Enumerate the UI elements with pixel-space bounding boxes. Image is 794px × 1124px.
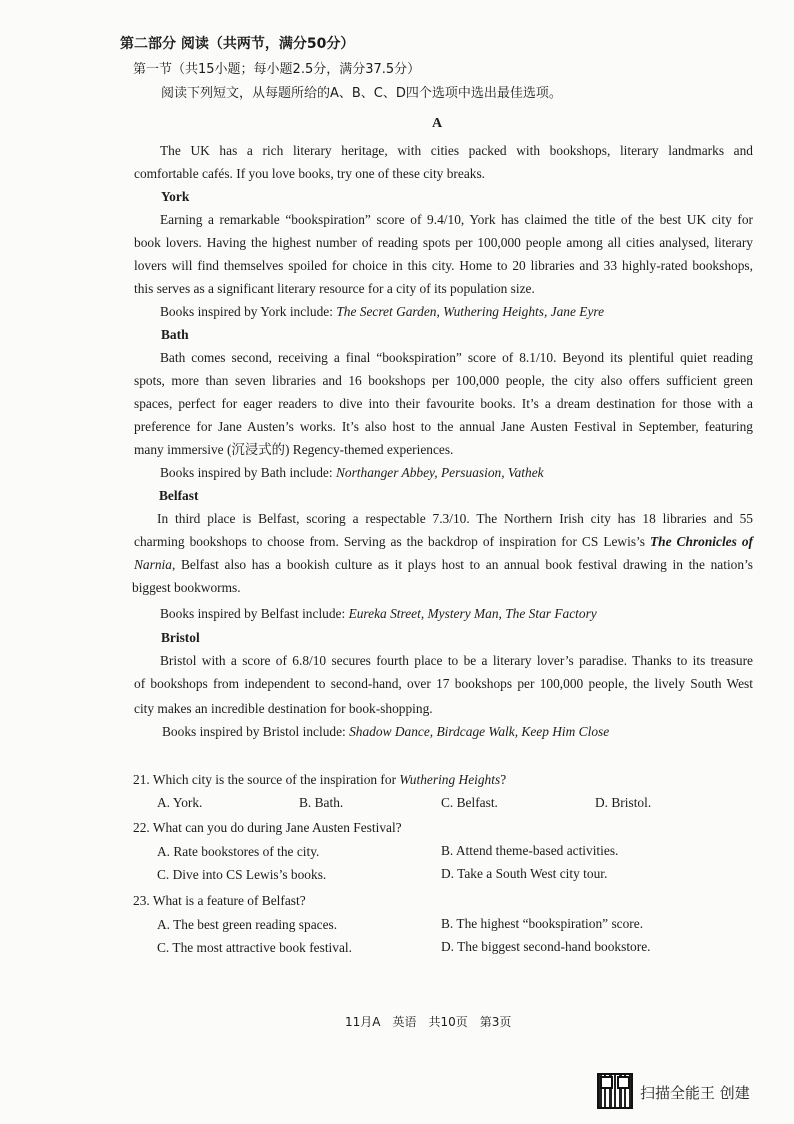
bristol-books: Books inspired by Bristol include: Shadow Dance, Birdcage Walk, Keep Him Close: [162, 724, 610, 739]
question-22-stem: 22. What can you do during Jane Austen Festival?: [133, 820, 402, 835]
qr-code-icon: [597, 1073, 633, 1109]
bristol-heading: Bristol: [161, 630, 200, 645]
q22-option-c: C. Dive into CS Lewis’s books.: [157, 867, 327, 882]
bath-line: spaces, perfect for eager readers to dive into their favourite books. It’s a dream destination for those with a: [134, 396, 753, 411]
intro-line: comfortable cafés. If you love books, try one of these city breaks.: [134, 166, 486, 181]
q23-option-d: D. The biggest second-hand bookstore.: [441, 939, 651, 954]
q21-option-a: A. York.: [157, 795, 203, 810]
bristol-line: of bookshops from independent to second-hand, over 17 bookshops per 100,000 people, the lively South West: [134, 676, 753, 691]
q21-option-c: C. Belfast.: [441, 795, 498, 810]
bath-line: Bath comes second, receiving a final “bookspiration” score of 8.1/10. Beyond its plentiful quiet reading: [160, 350, 753, 365]
york-line: this serves as a significant literary resource for a city of its population size.: [134, 281, 535, 296]
q21-option-b: B. Bath.: [299, 795, 344, 810]
belfast-line: charming bookshops to choose from. Serving as the backdrop of inspiration for CS Lewis’s The Chronicles of: [134, 534, 753, 549]
bath-line: spots, more than seven libraries and 16 bookshops per 100,000 people, the city also offers sufficient green: [134, 373, 753, 388]
bristol-line: Bristol with a score of 6.8/10 secures fourth place to be a literary lover’s paradise. Thanks to its treasure: [160, 653, 753, 668]
york-books: Books inspired by York include: The Secret Garden, Wuthering Heights, Jane Eyre: [160, 304, 605, 319]
q22-option-d: D. Take a South West city tour.: [441, 866, 608, 881]
page-info: 11月A 英语 共10页 第3页: [345, 1015, 512, 1029]
belfast-books: Books inspired by Belfast include: Eureka Street, Mystery Man, The Star Factory: [160, 606, 597, 621]
part-title: 第二部分 阅读（共两节，满分50分）: [120, 36, 355, 52]
belfast-line: biggest bookworms.: [132, 580, 241, 595]
york-heading: York: [161, 189, 190, 204]
york-line: book lovers. Having the highest number of reading spots per 100,000 people among all cities analysed, literary: [134, 235, 753, 250]
q21-option-d: D. Bristol.: [595, 795, 652, 810]
york-line: Earning a remarkable “bookspiration” score of 9.4/10, York has claimed the title of the best UK city for: [160, 212, 753, 227]
belfast-line: In third place is Belfast, scoring a respectable 7.3/10. The Northern Irish city has 18 libraries and 55: [157, 511, 753, 526]
q22-option-b: B. Attend theme-based activities.: [441, 843, 619, 858]
section-title: 第一节（共15小题；每小题2.5分，满分37.5分）: [133, 62, 421, 77]
bath-line: many immersive (沉浸式的) Regency-themed experiences.: [134, 442, 454, 457]
scanner-watermark: 扫描全能王 创建: [640, 1084, 750, 1102]
question-23-stem: 23. What is a feature of Belfast?: [133, 893, 306, 908]
q23-option-c: C. The most attractive book festival.: [157, 940, 352, 955]
intro-line: The UK has a rich literary heritage, with cities packed with bookshops, literary landmarks and: [160, 143, 753, 158]
york-line: lovers will find themselves spoiled for choice in this city. Home to 20 libraries and 33 highly-rated bookshops,: [134, 258, 753, 273]
bath-line: preference for Jane Austen’s works. It’s also host to the annual Jane Austen Festival in September, featuring: [134, 419, 753, 434]
bath-heading: Bath: [161, 327, 189, 342]
question-21-stem: 21. Which city is the source of the inspiration for Wuthering Heights?: [133, 772, 507, 787]
q22-option-a: A. Rate bookstores of the city.: [157, 844, 320, 859]
bath-books: Books inspired by Bath include: Northanger Abbey, Persuasion, Vathek: [160, 465, 544, 480]
passage-label: A: [432, 116, 443, 131]
belfast-heading: Belfast: [159, 488, 199, 503]
q23-option-a: A. The best green reading spaces.: [157, 917, 338, 932]
belfast-line: Narnia, Belfast also has a bookish culture as it plays host to an annual book festival drawing in the nation’s: [134, 557, 753, 572]
instruction: 阅读下列短文，从每题所给的A、B、C、D四个选项中选出最佳选项。: [161, 86, 562, 101]
bristol-line: city makes an incredible destination for book-shopping.: [134, 701, 433, 716]
q23-option-b: B. The highest “bookspiration” score.: [441, 916, 644, 931]
